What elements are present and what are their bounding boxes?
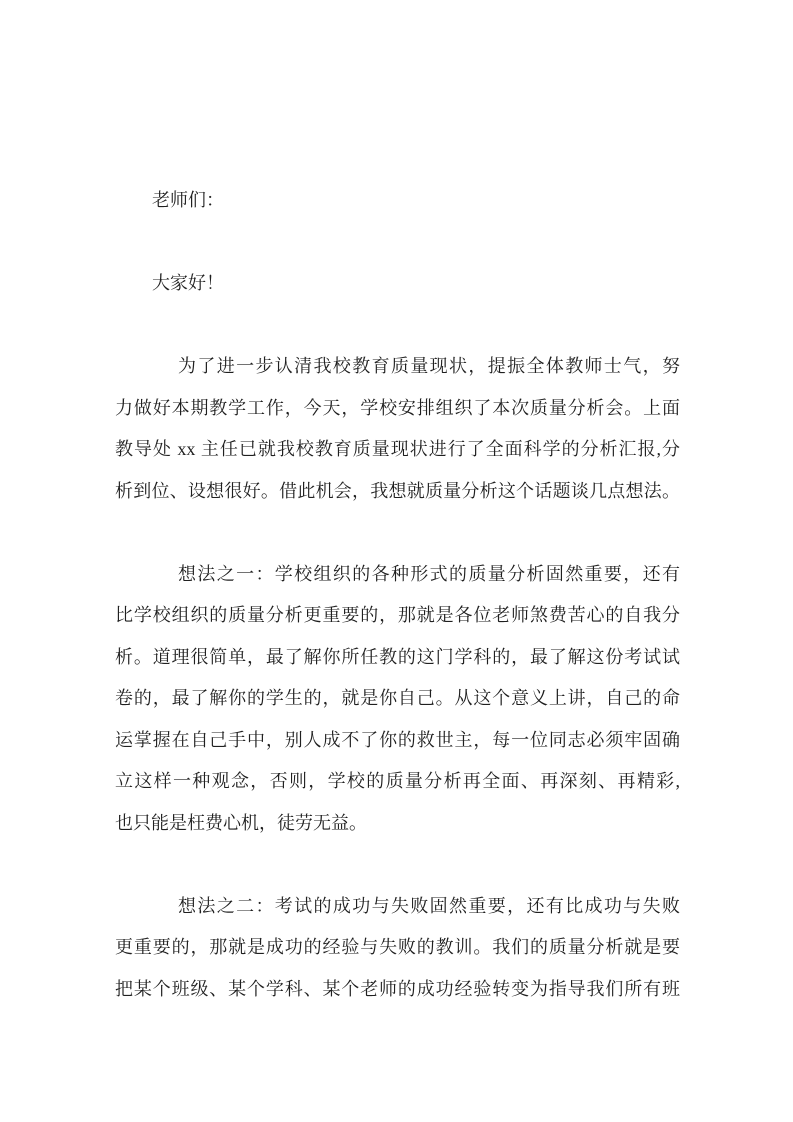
greeting-line: 大家好！ bbox=[152, 273, 224, 293]
text-line: 教导处 xx 主任已就我校教育质量现状进行了全面科学的分析汇报,分 bbox=[115, 439, 680, 459]
text-line: 想法之二：考试的成功与失败固然重要，还有比成功与失败 bbox=[178, 895, 680, 916]
text-line: 立这样一种观念，否则，学校的质量分析再全面、再深刻、再精彩, bbox=[115, 771, 680, 791]
text-line: 析。道理很简单，最了解你所任教的这门学科的，最了解这份考试试 bbox=[115, 646, 680, 667]
text-line: 比学校组织的质量分析更重要的，那就是各位老师煞费苦心的自我分 bbox=[115, 605, 680, 625]
salutation-line: 老师们： bbox=[152, 190, 224, 210]
text-line: 想法之一：学校组织的各种形式的质量分析固然重要，还有 bbox=[178, 563, 680, 584]
text-line: 力做好本期教学工作，今天，学校安排组织了本次质量分析会。上面 bbox=[115, 397, 680, 418]
text-line: 运掌握在自己手中，别人成不了你的救世主，每一位同志必须牢固确 bbox=[115, 729, 680, 750]
text-line: 也只能是枉费心机，徒劳无益。 bbox=[115, 812, 367, 833]
text-line: 更重要的，那就是成功的经验与失败的教训。我们的质量分析就是要 bbox=[115, 937, 680, 957]
text-line: 卷的，最了解你的学生的，就是你自己。从这个意义上讲，自己的命 bbox=[115, 688, 680, 708]
text-line: 把某个班级、某个学科、某个老师的成功经验转变为指导我们所有班 bbox=[115, 978, 680, 999]
salutation-paragraph bbox=[115, 180, 680, 222]
paragraph-idea-two bbox=[115, 886, 680, 1011]
text-line: 析到位、设想很好。借此机会，我想就质量分析这个话题谈几点想法。 bbox=[115, 480, 680, 501]
greeting-paragraph bbox=[115, 263, 680, 305]
paragraph-intro bbox=[115, 346, 680, 512]
text-line: 为了进一步认清我校教育质量现状，提振全体教师士气，努 bbox=[178, 356, 680, 376]
paragraph-idea-one bbox=[115, 554, 680, 845]
document-body bbox=[115, 180, 680, 1010]
